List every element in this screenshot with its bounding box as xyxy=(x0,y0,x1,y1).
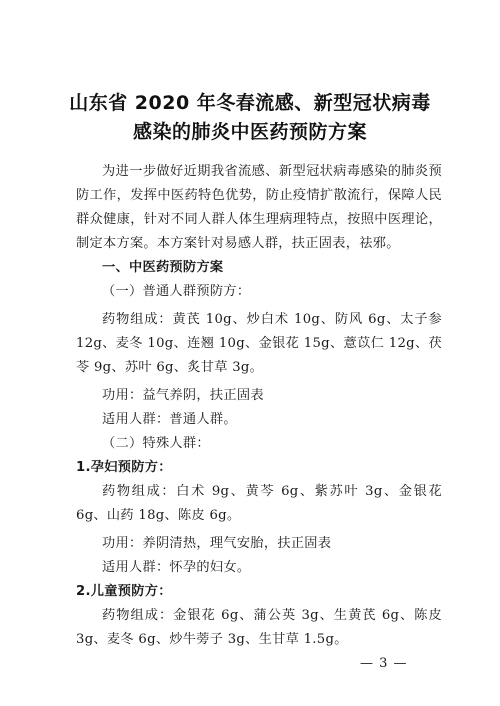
section-heading: 一、中医药预防方案 xyxy=(102,260,224,275)
document-body xyxy=(76,160,442,652)
children-heading: 2.儿童预防方： xyxy=(76,584,172,599)
general-composition: 药物组成：黄芪 10g、炒白术 10g、防风 6g、太子参 12g、麦冬 10g、连翘 10g、金银花 15g、薏苡仁 12g、茯苓 9g、苏叶 6g、炙甘草 3g。 xyxy=(76,312,442,375)
special-population-heading: （二）特殊人群： xyxy=(102,436,210,451)
general-population-heading: （一）普通人群预防方： xyxy=(102,284,251,299)
general-effect: 功用：益气养阴，扶正固表 xyxy=(102,388,264,403)
page-number: — 3 — xyxy=(360,656,408,671)
document-title-line1: 山东省 2020 年冬春流感、新型冠状病毒 xyxy=(69,92,431,114)
children-composition: 药物组成：金银花 6g、蒲公英 3g、生黄芪 6g、陈皮 3g、麦冬 6g、炒牛蒡子 3g、生甘草 1.5g。 xyxy=(76,608,442,647)
pregnant-effect: 功用：养阴清热，理气安胎，扶正固表 xyxy=(102,536,332,551)
pregnant-target: 适用人群：怀孕的妇女。 xyxy=(102,560,251,575)
general-target: 适用人群：普通人群。 xyxy=(102,412,237,427)
document-title-line2: 感染的肺炎中医药预防方案 xyxy=(132,121,367,143)
pregnant-composition: 药物组成：白术 9g、黄芩 6g、紫苏叶 3g、金银花 6g、山药 18g、陈皮 6g。 xyxy=(76,484,442,523)
pregnant-heading: 1.孕妇预防方： xyxy=(76,460,172,475)
intro-paragraph: 为进一步做好近期我省流感、新型冠状病毒感染的肺炎预防工作，发挥中医药特色优势，防止疫情扩散流行，保障人民群众健康，针对不同人群人体生理病理特点，按照中医理论，制定本方案。本方案针对易感人群，扶正固表，祛邪。 xyxy=(76,164,442,251)
